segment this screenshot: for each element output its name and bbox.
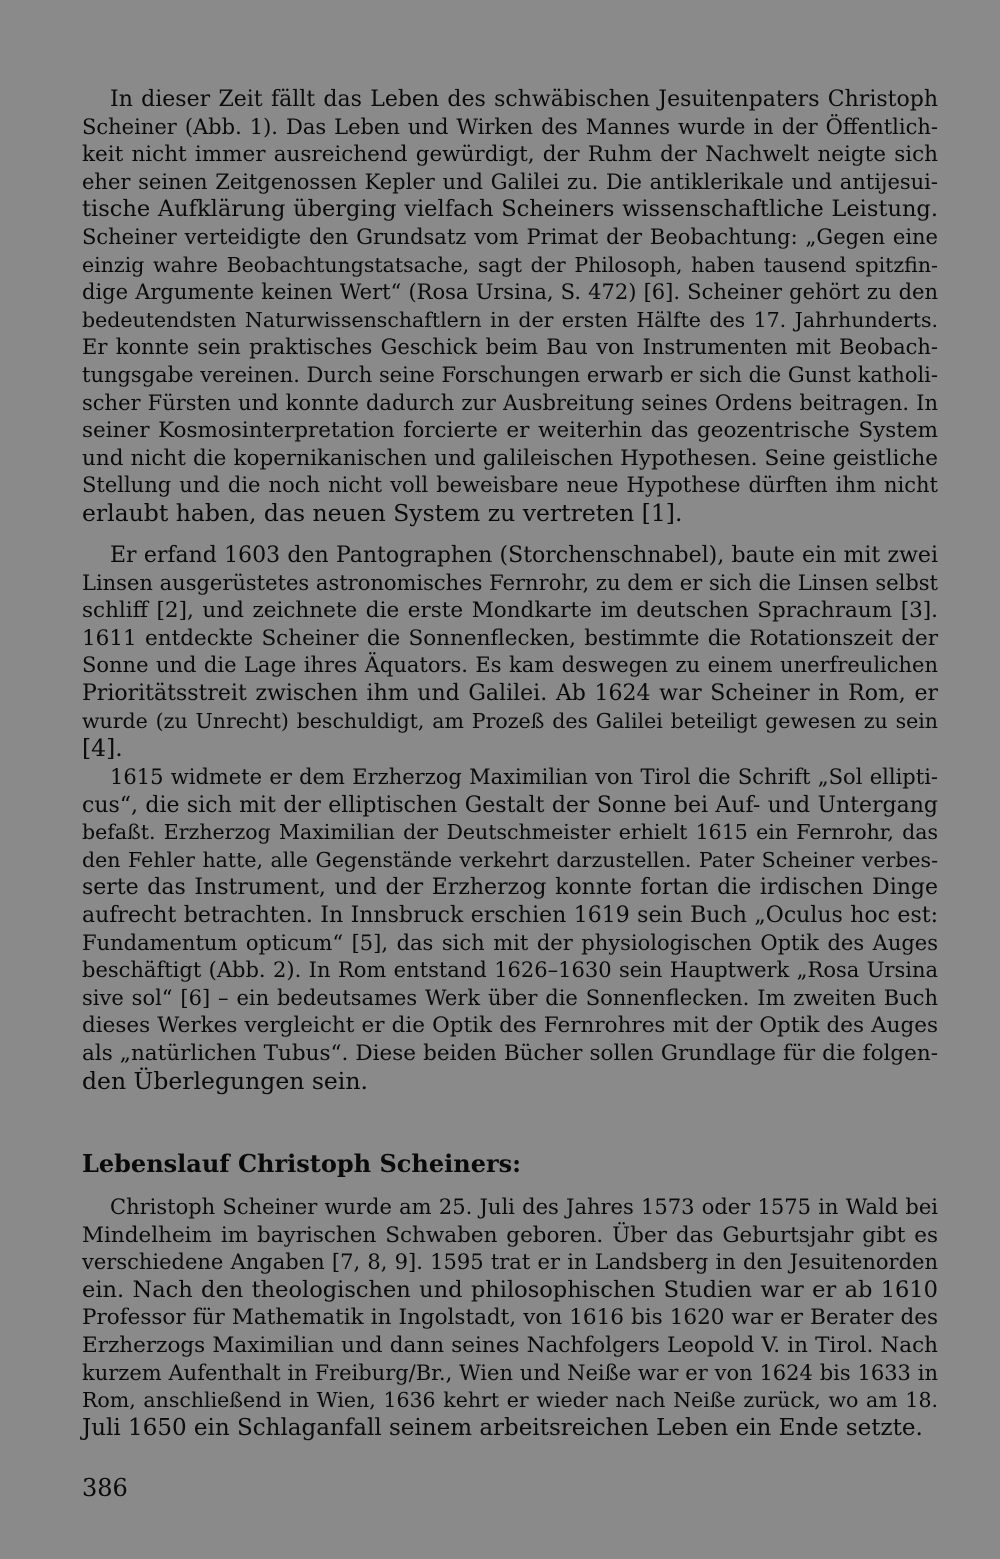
text-line: [4].	[82, 734, 123, 763]
text-line: Sonne und die Lage ihres Äquators. Es kam deswegen zu einem unerfreulichen	[82, 653, 938, 678]
text-line: ein. Nach den theologischen und philosophischen Studien war er ab 1610	[82, 1276, 938, 1303]
text-line: befaßt. Erzherzog Maximilian der Deutschmeister erhielt 1615 ein Fernrohr, das	[82, 820, 938, 845]
text-line: wurde (zu Unrecht) beschuldigt, am Prozeß des Galilei beteiligt gewesen zu sein	[82, 708, 938, 733]
text-line: serte das Instrument, und der Erzherzog konnte fortan die irdischen Dinge	[82, 875, 938, 901]
paragraph-works	[82, 764, 938, 1095]
text-line: und nicht die kopernikanischen und galileischen Hypothesen. Seine geistliche	[82, 445, 938, 471]
text-line: den Überlegungen sein.	[82, 1066, 368, 1095]
text-line: als „natürlichen Tubus“. Diese beiden Bücher sollen Grundlage für die folgen-	[82, 1040, 938, 1066]
text-line: schliff [2], und zeichnete die erste Mondkarte im deutschen Sprachraum [3].	[82, 598, 938, 624]
text-line: dige Argumente keinen Wert“ (Rosa Ursina, S. 472) [6]. Scheiner gehört zu den	[82, 280, 938, 305]
text-line: Fundamentum opticum“ [5], das sich mit der physiologischen Optik des Auges	[82, 930, 938, 955]
paragraph-biography	[82, 1194, 938, 1442]
paragraph-intro	[82, 86, 938, 528]
text-line: Er konnte sein praktisches Geschick beim Bau von Instrumenten mit Beobach-	[82, 335, 938, 360]
section-heading: Lebenslauf Christoph Scheiners:	[82, 1149, 521, 1178]
text-line: aufrecht betrachten. In Innsbruck erschien 1619 sein Buch „Oculus hoc est:	[82, 902, 938, 928]
text-line: scher Fürsten und konnte dadurch zur Ausbreitung seines Ordens beitragen. In	[82, 390, 938, 415]
text-line: erlaubt haben, das neuen System zu vertreten [1].	[82, 498, 683, 527]
text-line: Linsen ausgerüstetes astronomisches Fernrohr, zu dem er sich die Linsen selbst	[82, 570, 938, 595]
text-line: den Fehler hatte, alle Gegenstände verkehrt darzustellen. Pater Scheiner verbes-	[82, 847, 938, 872]
page-number: 386	[82, 1474, 128, 1502]
text-line: Professor für Mathematik in Ingolstadt, von 1616 bis 1620 war er Berater des	[82, 1305, 938, 1331]
text-line: kurzem Aufenthalt in Freiburg/Br., Wien und Neiße war er von 1624 bis 1633 in	[82, 1360, 938, 1385]
text-line: bedeutendsten Naturwissenschaftlern in der ersten Hälfte des 17. Jahrhunderts.	[82, 307, 938, 332]
text-line: cus“, die sich mit der elliptischen Gestalt der Sonne bei Auf- und Untergang	[82, 792, 938, 818]
text-line: Scheiner verteidigte den Grundsatz vom Primat der Beobachtung: „Gegen eine	[82, 224, 938, 249]
text-line: einzig wahre Beobachtungstatsache, sagt der Philosoph, haben tausend spitzfin-	[82, 252, 938, 277]
text-line: dieses Werkes vergleicht er die Optik des Fernrohres mit der Optik des Auges	[82, 1013, 938, 1039]
text-line: eher seinen Zeitgenossen Kepler und Galilei zu. Die antiklerikale und antijesui-	[82, 169, 938, 194]
text-line: tungsgabe vereinen. Durch seine Forschungen erwarb er sich die Gunst katholi-	[82, 362, 938, 387]
paragraph-inventions	[82, 542, 938, 763]
text-line: Prioritätsstreit zwischen ihm und Galilei. Ab 1624 war Scheiner in Rom, er	[82, 680, 938, 706]
text-line: Er erfand 1603 den Pantographen (Storchenschnabel), baute ein mit zwei	[110, 543, 938, 568]
text-line: In dieser Zeit fällt das Leben des schwäbischen Jesuitenpaters Christoph	[110, 87, 938, 112]
text-line: tische Aufklärung überging vielfach Scheiners wissenschaftliche Leistung.	[82, 196, 938, 223]
text-line: 1615 widmete er dem Erzherzog Maximilian von Tirol die Schrift „Sol ellipti-	[110, 765, 938, 789]
text-line: Stellung und die noch nicht voll beweisbare neue Hypothese dürften ihm nicht	[82, 473, 938, 498]
text-line: beschäftigt (Abb. 2). In Rom entstand 1626–1630 sein Hauptwerk „Rosa Ursina	[82, 958, 938, 983]
text-line: Juli 1650 ein Schlaganfall seinem arbeitsreichen Leben ein Ende setzte.	[82, 1414, 923, 1441]
text-line: Rom, anschließend in Wien, 1636 kehrt er wieder nach Neiße zurück, wo am 18.	[82, 1388, 938, 1413]
text-line: seiner Kosmosinterpretation forcierte er weiterhin das geozentrische System	[82, 418, 938, 444]
text-line: keit nicht immer ausreichend gewürdigt, der Ruhm der Nachwelt neigte sich	[82, 142, 938, 168]
text-line: verschiedene Angaben [7, 8, 9]. 1595 trat er in Landsberg in den Jesuitenorden	[82, 1250, 938, 1275]
text-line: Mindelheim im bayrischen Schwaben geboren. Über das Geburtsjahr gibt es	[82, 1222, 938, 1248]
text-line: Erzherzogs Maximilian und dann seines Nachfolgers Leopold V. in Tirol. Nach	[82, 1332, 938, 1358]
text-line: sive sol“ [6] – ein bedeutsames Werk über die Sonnenflecken. Im zweiten Buch	[82, 985, 938, 1010]
text-line: Scheiner (Abb. 1). Das Leben und Wirken des Mannes wurde in der Öffentlich-	[82, 114, 938, 139]
text-line: 1611 entdeckte Scheiner die Sonnenflecken, bestimmte die Rotationszeit der	[82, 625, 938, 651]
text-line: Christoph Scheiner wurde am 25. Juli des Jahres 1573 oder 1575 in Wald bei	[110, 1195, 938, 1219]
